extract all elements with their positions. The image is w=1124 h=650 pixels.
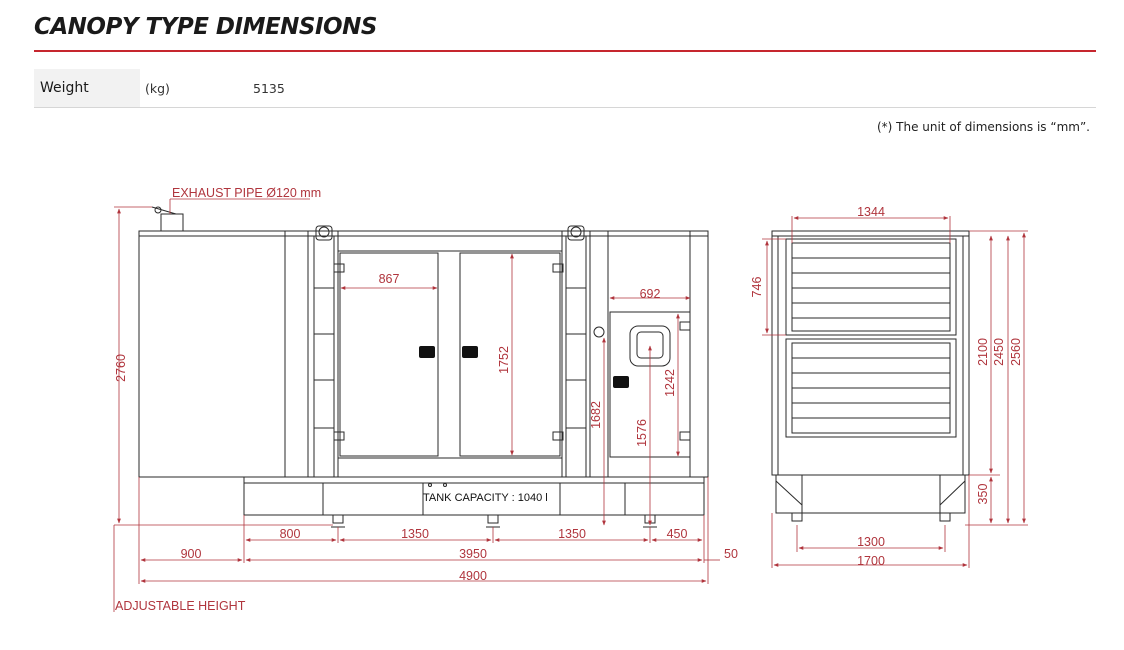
dim-2100: 2100 <box>976 338 990 366</box>
dim-1300: 1300 <box>857 535 885 549</box>
front-canopy-body <box>772 231 969 475</box>
dim-746: 746 <box>750 276 764 298</box>
dim-1682: 1682 <box>589 401 603 429</box>
side-dimension-labels <box>114 272 738 583</box>
door-handles <box>419 346 629 388</box>
dim-1752: 1752 <box>497 346 511 374</box>
exhaust-pipe <box>161 214 183 231</box>
dim-1700: 1700 <box>857 554 885 568</box>
dim-867: 867 <box>378 272 400 286</box>
adjustable-height-label: ADJUSTABLE HEIGHT <box>115 599 246 613</box>
dim-450: 450 <box>666 527 688 541</box>
dim-2450: 2450 <box>992 338 1006 366</box>
unit-note: (*) The unit of dimensions is “mm”. <box>876 120 1090 134</box>
dim-2760: 2760 <box>114 354 128 382</box>
exhaust-label: EXHAUST PIPE Ø120 mm <box>172 186 322 200</box>
dim-692: 692 <box>639 287 661 301</box>
tank-capacity-label: TANK CAPACITY : 1040 l <box>423 492 548 504</box>
weight-unit: (kg) <box>145 81 170 96</box>
dim-900: 900 <box>180 547 202 561</box>
front-dimension-labels <box>750 205 1023 568</box>
dim-4900: 4900 <box>459 569 487 583</box>
side-view <box>139 207 708 527</box>
dim-1350-a: 1350 <box>401 527 429 541</box>
side-dimension-lines <box>114 199 720 612</box>
weight-value: 5135 <box>253 81 285 96</box>
dim-50: 50 <box>724 547 738 561</box>
dim-800: 800 <box>279 527 301 541</box>
dim-1350-b: 1350 <box>558 527 586 541</box>
handle-icon <box>613 376 629 388</box>
upper-louver <box>786 239 956 335</box>
dim-1242: 1242 <box>663 369 677 397</box>
handle-icon <box>462 346 478 358</box>
page-title: CANOPY TYPE DIMENSIONS <box>34 14 377 40</box>
dim-2560: 2560 <box>1009 338 1023 366</box>
dim-350: 350 <box>976 483 990 505</box>
handle-icon <box>419 346 435 358</box>
dim-1576: 1576 <box>635 419 649 447</box>
front-base <box>776 475 965 513</box>
dim-1344: 1344 <box>857 205 885 219</box>
front-view <box>772 231 969 521</box>
weight-label: Weight <box>40 80 89 96</box>
dim-3950: 3950 <box>459 547 487 561</box>
